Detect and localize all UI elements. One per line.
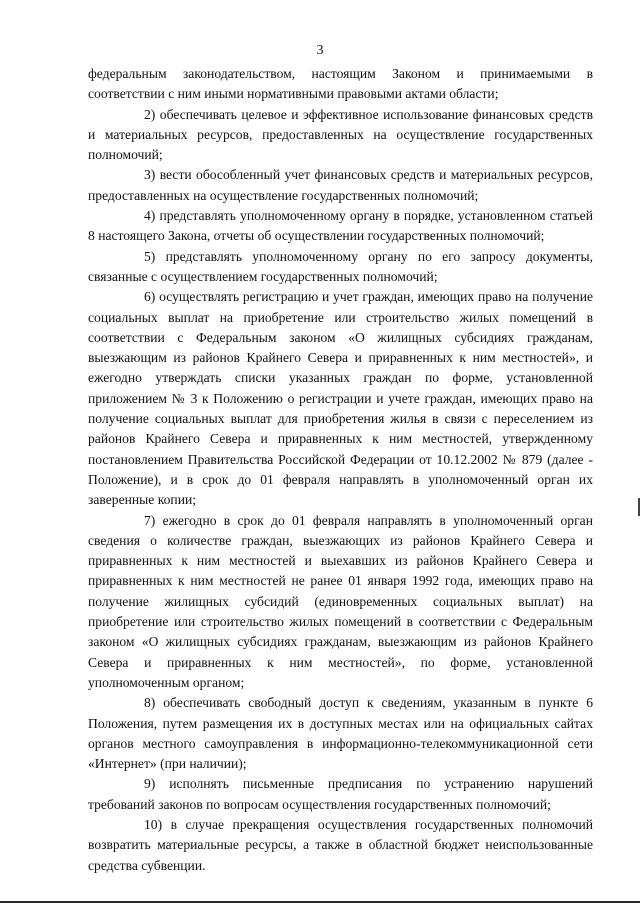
paragraph-item-5: 5) представлять уполномоченному органу по его запросу документы, связанные с осуществлением государственных полномочий;	[88, 248, 593, 284]
paragraph-item-3: 3) вести обособленный учет финансовых средств и материальных ресурсов, предоставленных на осуществление государственных полномочий;	[88, 167, 593, 203]
paragraph-item-6: 6) осуществлять регистрацию и учет граждан, имеющих право на получение социальных выплат на приобретение или строительство жилых помещений в соответствии с Федеральным законом «О жилищных субсидиях гражданам, выезжающим из районов Крайнего Севера и приравненных к ним местностей», и ежегодно утверждать списки указанных граждан по форме, установленной приложением № 3 к Положению о регистрации и учете граждан, имеющих право на получение социальных выплат для приобретения жилья в связи с переселением из районов Крайнего Севера и приравненных к ним местностей, утвержденному постановлением Правительства Российской Федерации от 10.12.2002 № 879 (далее - Положение), и в срок до 01 февраля направлять в уполномоченный орган их заверенные копии;	[88, 289, 593, 508]
paragraph-item-10: 10) в случае прекращения осуществления государственных полномочий возвратить материальные ресурсы, а также в областной бюджет неиспользованные средства субвенции.	[88, 816, 593, 873]
paragraph-item-2: 2) обеспечивать целевое и эффективное использование финансовых средств и материальных ресурсов, предоставленных на осуществление государственных полномочий;	[88, 106, 593, 163]
paragraph-item-9: 9) исполнять письменные предписания по устранению нарушений требований законов по вопросам осуществления государственных полномочий;	[88, 776, 593, 812]
paragraph-item-7: 7) ежегодно в срок до 01 февраля направлять в уполномоченный орган сведения о количестве граждан, выезжающих из районов Крайнего Севера и приравненных к ним местностей и выехавших из районов Крайнего Севера и приравненных к ним местностей не ранее 01 января 1992 года, имеющих право на получение жилищных субсидий (единовременных социальных выплат) на приобретение или строительство жилых помещений в соответствии с Федеральным законом «О жилищных субсидиях гражданам, выезжающим из районов Крайнего Севера и приравненных к ним местностей», по форме, установленной уполномоченным органом;	[88, 512, 593, 690]
document-body	[88, 64, 593, 876]
page-number: 3	[316, 43, 324, 58]
paragraph-continuation: федеральным законодательством, настоящим Законом и принимаемыми в соответствии с ним иными нормативными правовыми актами области;	[88, 66, 593, 102]
paragraph-item-8: 8) обеспечивать свободный доступ к сведениям, указанным в пункте 6 Положения, путем размещения их в доступных местах или на официальных сайтах органов местного самоуправления в информационно-телекоммуникационной сети «Интернет» (при наличии);	[88, 695, 593, 772]
paragraph-item-4: 4) представлять уполномоченному органу в порядке, установленном статьей 8 настоящего Закона, отчеты об осуществлении государственных полномочий;	[88, 208, 593, 244]
scan-bottom-edge	[0, 901, 640, 903]
